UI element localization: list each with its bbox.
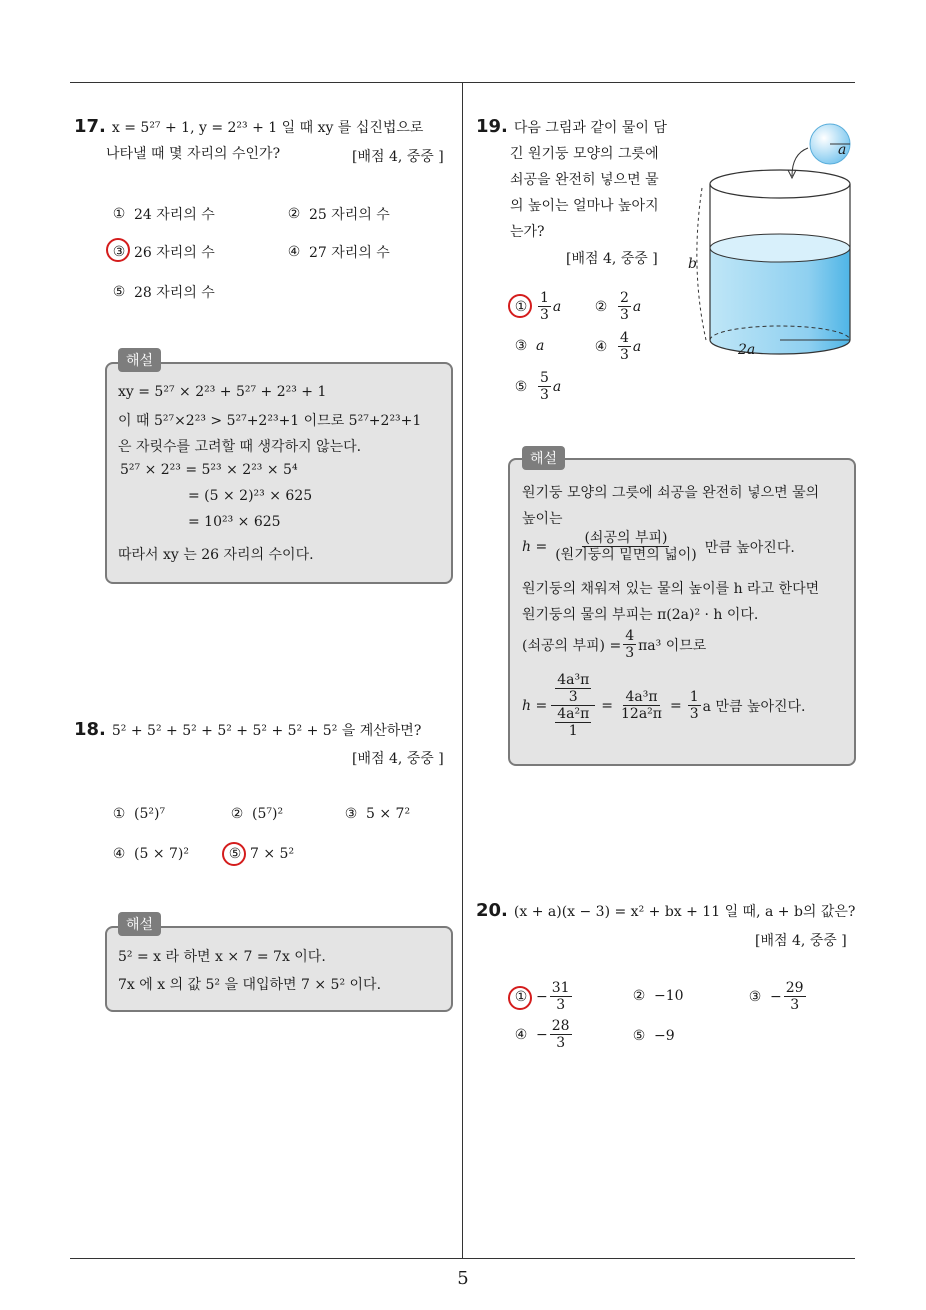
sign: − (536, 1026, 548, 1043)
sign: − (770, 988, 782, 1005)
fraction (555, 706, 591, 739)
denominator: 3 (790, 997, 800, 1013)
answer-circle-mark (222, 842, 246, 866)
option-2[interactable] (592, 290, 641, 323)
denominator: 3 (620, 307, 629, 323)
fraction (618, 290, 631, 323)
equals-sign: = (670, 697, 682, 714)
fraction (553, 530, 699, 563)
option-mark: ④ (514, 1026, 528, 1043)
solution-line: = 10²³ × 625 (188, 514, 281, 530)
fraction (688, 689, 701, 722)
option-1[interactable] (110, 806, 165, 822)
solution-line: 5² = x 라 하면 x × 7 = 7x 이다. (118, 949, 326, 965)
question-meta: [배점 4, 중중 ] (352, 149, 444, 165)
solution-line-final (522, 672, 806, 739)
formula-lhs: (쇠공의 부피) = (522, 637, 622, 654)
numerator: 2 (620, 290, 629, 306)
variable: a (632, 298, 642, 315)
option-2[interactable] (630, 988, 684, 1004)
solution-tag: 해설 (522, 446, 565, 470)
question-meta: [배점 4, 중중 ] (566, 251, 658, 267)
question-text-line: 나타낼 때 몇 자리의 수인가? (106, 146, 281, 162)
formula-lhs: h = (522, 697, 548, 714)
answer-circle-mark (508, 986, 532, 1010)
fraction (538, 370, 551, 403)
option-mark: ① (514, 298, 528, 315)
option-4[interactable] (110, 846, 189, 862)
cylinder-top (710, 170, 850, 198)
fraction (550, 980, 572, 1013)
variable: a (632, 338, 642, 355)
option-mark: ④ (112, 846, 126, 862)
question-text-line: 긴 원기둥 모양의 그릇에 (510, 146, 659, 162)
solution-line: 원기둥의 채워져 있는 물의 높이를 h 라고 한다면 (522, 581, 820, 597)
solution-line: 원기둥 모양의 그릇에 쇠공을 완전히 넣으면 물의 (522, 485, 820, 501)
numerator: 4 (625, 628, 635, 644)
question-meta: [배점 4, 중중 ] (352, 751, 444, 767)
option-text: −9 (654, 1028, 675, 1044)
option-mark: ② (230, 806, 244, 822)
option-2[interactable] (285, 204, 390, 224)
numerator: 28 (551, 1018, 570, 1034)
numerator (551, 672, 595, 706)
option-1[interactable] (512, 980, 574, 1013)
question-number: 20. (476, 900, 508, 921)
solution-line: 7x 에 x 의 값 5² 을 대입하면 7 × 5² 이다. (118, 977, 382, 993)
option-text: (5 × 7)² (134, 846, 189, 862)
solution-line: 은 자릿수를 고려할 때 생각하지 않는다. (118, 439, 362, 455)
option-mark: ② (632, 988, 646, 1004)
ball-radius-label: a (838, 142, 847, 158)
question-number: 18. (74, 719, 106, 740)
numerator: 4a²π (557, 706, 590, 722)
question-text-line: 5² + 5² + 5² + 5² + 5² + 5² + 5² 을 계산하면? (111, 723, 422, 739)
question-18 (74, 717, 421, 744)
question-text-line: x = 5²⁷ + 1, y = 2²³ + 1 일 때 xy 를 십진법으로 (111, 120, 424, 136)
answer-circle-mark (106, 238, 130, 262)
denominator: 1 (568, 723, 578, 739)
option-4[interactable] (592, 330, 641, 363)
page-number: 5 (457, 1268, 469, 1289)
option-mark: ⑤ (514, 378, 528, 395)
option-mark: ② (594, 298, 608, 315)
fraction (538, 290, 551, 323)
denominator: 3 (556, 997, 566, 1013)
option-mark: ③ (514, 338, 528, 354)
question-19 (476, 114, 667, 245)
denominator: 3 (620, 347, 629, 363)
option-mark: ⑤ (228, 846, 242, 862)
option-5[interactable] (226, 846, 294, 862)
option-mark: ④ (594, 338, 608, 355)
solution-line: 높이는 (522, 511, 563, 527)
option-mark: ③ (112, 244, 126, 260)
numerator: 4a³π (557, 672, 590, 688)
solution-line: 원기둥의 물의 부피는 π(2a)² · h 이다. (522, 607, 759, 623)
solution-tag: 해설 (118, 912, 161, 936)
option-3[interactable] (746, 980, 808, 1013)
question-text-line: (x + a)(x − 3) = x² + bx + 11 일 때, a + b의 값은? (513, 904, 856, 920)
numerator: 4a³π (625, 689, 658, 705)
option-1[interactable] (512, 290, 561, 323)
solution-line-h-formula (522, 530, 795, 563)
option-text: 27 자리의 수 (309, 245, 390, 261)
numerator: 1 (689, 689, 699, 705)
fraction (619, 689, 664, 722)
drop-arrow (792, 148, 808, 176)
numerator: 1 (540, 290, 549, 306)
solution-box-18 (105, 926, 453, 1012)
numerator: 5 (540, 370, 549, 386)
radius-label: 2a (738, 342, 756, 358)
question-20 (476, 898, 855, 925)
denominator (551, 706, 595, 739)
option-text: 26 자리의 수 (134, 245, 215, 261)
question-text-line: 다음 그림과 같이 물이 담 (513, 120, 667, 136)
water-surface (710, 234, 850, 262)
question-text-line: 는가? (510, 224, 545, 240)
solution-line-volume (522, 628, 706, 661)
solution-line: 5²⁷ × 2²³ = 5²³ × 2²³ × 5⁴ (120, 462, 298, 478)
option-5[interactable] (110, 282, 215, 302)
option-1[interactable] (110, 204, 215, 224)
option-text: a (536, 338, 545, 354)
water-body (710, 248, 850, 354)
option-3[interactable] (342, 806, 410, 822)
denominator: 3 (689, 706, 699, 722)
question-text-line: 쇠공을 완전히 넣으면 물 (510, 172, 659, 188)
option-4[interactable] (285, 242, 390, 262)
option-text: (5²)⁷ (134, 806, 166, 822)
bottom-rule (70, 1258, 855, 1259)
question-number: 17. (74, 116, 106, 137)
option-5[interactable] (630, 1028, 675, 1044)
question-number: 19. (476, 116, 508, 137)
denominator: 3 (625, 645, 635, 661)
formula-lhs: h = (522, 538, 548, 555)
fraction (618, 330, 631, 363)
equals-sign: = (601, 697, 614, 714)
cylinder-figure (680, 118, 860, 368)
compound-fraction (551, 672, 595, 739)
option-3[interactable] (110, 242, 215, 262)
question-meta: [배점 4, 중중 ] (755, 933, 847, 949)
denominator: (원기둥의 밑면의 넓이) (555, 547, 697, 563)
denominator: 3 (540, 387, 549, 403)
formula-tail: a 만큼 높아진다. (702, 698, 806, 715)
formula-tail: πa³ 이므로 (638, 637, 707, 654)
answer-circle-mark (508, 294, 532, 318)
option-text: 24 자리의 수 (134, 207, 215, 223)
height-label: b (688, 256, 697, 272)
option-4[interactable] (512, 1018, 574, 1051)
numerator: 29 (785, 980, 804, 996)
numerator: 4 (620, 330, 629, 346)
option-mark: ⑤ (112, 284, 126, 300)
option-text: 28 자리의 수 (134, 285, 215, 301)
fraction (555, 672, 591, 705)
solution-line: 이 때 5²⁷×2²³ > 5²⁷+2²³+1 이므로 5²⁷+2²³+1 (118, 413, 422, 429)
variable: a (552, 378, 562, 395)
option-text: (5⁷)² (252, 806, 284, 822)
variable: a (552, 298, 562, 315)
option-mark: ⑤ (632, 1028, 646, 1044)
solution-tag: 해설 (118, 348, 161, 372)
option-mark: ① (514, 988, 528, 1005)
option-mark: ② (287, 206, 301, 222)
option-mark: ① (112, 806, 126, 822)
fraction (784, 980, 806, 1013)
fraction (550, 1018, 572, 1051)
numerator: 31 (551, 980, 570, 996)
option-text: −10 (654, 988, 684, 1004)
fraction (623, 628, 636, 661)
option-mark: ③ (344, 806, 358, 822)
option-mark: ③ (748, 988, 762, 1005)
option-mark: ④ (287, 244, 301, 260)
denominator: 3 (556, 1035, 566, 1051)
option-text: 5 × 7² (366, 806, 411, 822)
solution-line: xy = 5²⁷ × 2²³ + 5²⁷ + 2²³ + 1 (118, 384, 327, 400)
option-3[interactable] (512, 338, 544, 354)
option-text: 7 × 5² (250, 846, 295, 862)
column-divider (462, 82, 463, 1258)
option-text: 25 자리의 수 (309, 207, 390, 223)
solution-line: = (5 × 2)²³ × 625 (188, 488, 313, 504)
denominator: 3 (540, 307, 549, 323)
sign: − (536, 988, 548, 1005)
question-text-line: 의 높이는 얼마나 높아지 (510, 198, 659, 214)
option-mark: ① (112, 206, 126, 222)
denominator: 12a²π (621, 706, 662, 722)
option-2[interactable] (228, 806, 283, 822)
formula-tail: 만큼 높아진다. (704, 539, 795, 556)
denominator: 3 (568, 689, 578, 705)
option-5[interactable] (512, 370, 561, 403)
solution-line: 따라서 xy 는 26 자리의 수이다. (118, 547, 314, 563)
height-brace (697, 188, 706, 340)
numerator: (쇠공의 부피) (584, 530, 668, 546)
